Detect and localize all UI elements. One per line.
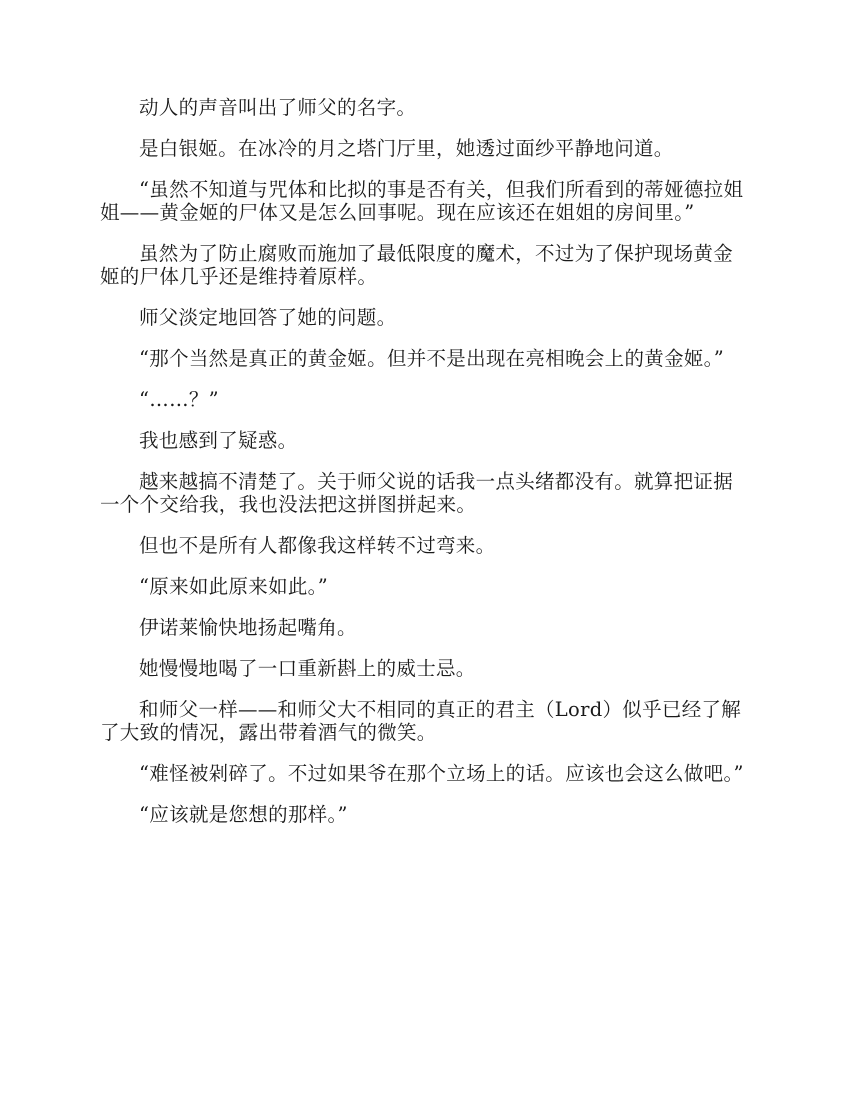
paragraph: 动人的声音叫出了师父的名字。 <box>139 96 417 119</box>
paragraph: 虽然为了防止腐败而施加了最低限度的魔术，不过为了保护现场黄金姬的尸体几乎还是维持着原样。 <box>100 242 734 288</box>
paragraph: “难怪被剁碎了。不过如果爷在那个立场上的话。应该也会这么做吧。” <box>139 762 744 785</box>
paragraph: “虽然不知道与咒体和比拟的事是否有关，但我们所看到的蒂娅德拉姐姐——黄金姬的尸体又是怎么回事呢。现在应该还在姐姐的房间里。” <box>100 178 744 224</box>
paragraph: 她慢慢地喝了一口重新斟上的威士忌。 <box>139 657 476 680</box>
paragraph: “应该就是您想的那样。” <box>139 803 348 826</box>
paragraph: 和师父一样——和师父大不相同的真正的君主（Lord）似乎已经了解了大致的情况，露出带着酒气的微笑。 <box>100 698 742 744</box>
paragraph: “……？” <box>139 388 219 411</box>
paragraph: 越来越搞不清楚了。关于师父说的话我一点头绪都没有。就算把证据一个个交给我，我也没法把这拼图拼起来。 <box>100 470 734 516</box>
paragraph: 是白银姬。在冰冷的月之塔门厅里，她透过面纱平静地问道。 <box>139 137 674 160</box>
paragraph: “那个当然是真正的黄金姬。但并不是出现在亮相晚会上的黄金姬。” <box>139 347 724 370</box>
body-text <box>100 96 750 844</box>
paragraph: 我也感到了疑惑。 <box>139 429 298 452</box>
paragraph: “原来如此原来如此。” <box>139 575 328 598</box>
paragraph: 师父淡定地回答了她的问题。 <box>139 306 397 329</box>
paragraph: 但也不是所有人都像我这样转不过弯来。 <box>139 534 496 557</box>
paragraph: 伊诺莱愉快地扬起嘴角。 <box>139 616 357 639</box>
